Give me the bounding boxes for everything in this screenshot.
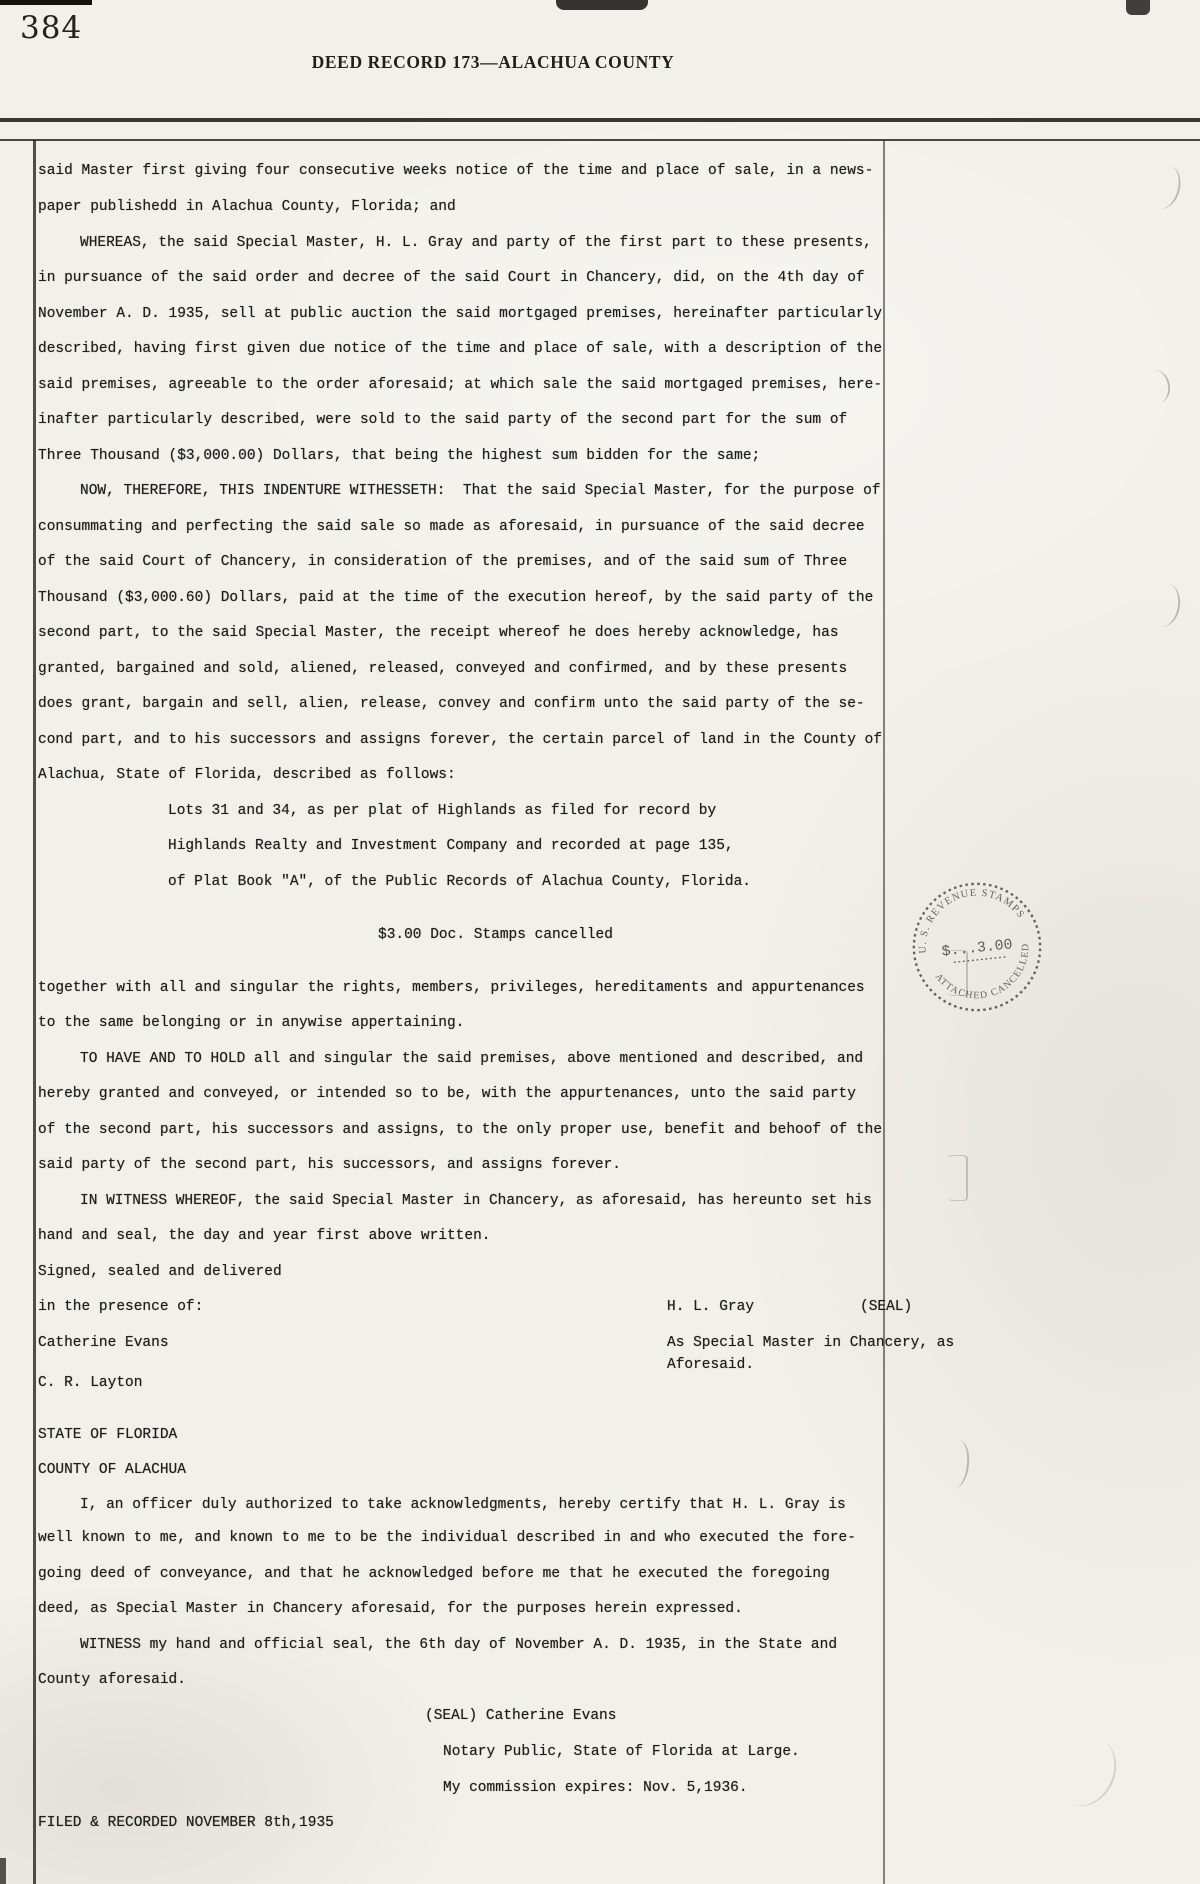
text-line: said premises, agreeable to the order aforesaid; at which sale the said mortgaged premises, here- [38,377,883,393]
text-line: said party of the second part, his successors, and assigns forever. [38,1157,621,1173]
text-line: (SEAL) Catherine Evans [425,1708,617,1724]
text-line: of the said Court of Chancery, in consideration of the premises, and of the said sum of Three [38,554,848,570]
text-line: described, having first given due notice of the time and place of sale, with a description of the [38,341,883,357]
text-line: Highlands Realty and Investment Company and recorded at page 135, [168,838,734,854]
scan-artifact [1145,162,1185,212]
scan-artifact [0,1858,6,1884]
scan-artifact [943,1439,972,1489]
text-line: WITNESS my hand and official seal, the 6th day of November A. D. 1935, in the State and [80,1637,838,1653]
text-line: FILED & RECORDED NOVEMBER 8th,1935 [38,1815,334,1831]
text-line: inafter particularly described, were sold to the said party of the second part for the sum of [38,412,848,428]
revenue-stamp [903,873,1051,1021]
text-line: granted, bargained and sold, aliened, released, conveyed and confirmed, and by these presents [38,661,848,677]
text-line: COUNTY OF ALACHUA [38,1462,186,1478]
page-number: 384 [20,10,83,46]
header-rule-bottom [0,139,1200,141]
text-line: H. L. Gray [667,1299,755,1315]
scan-artifact [1140,368,1172,406]
text-line: (SEAL) [860,1299,913,1315]
text-line: Catherine Evans [38,1335,169,1351]
text-line: As Special Master in Chancery, as [667,1335,955,1351]
scan-artifact [1043,1726,1127,1816]
header-rule-top [0,118,1200,122]
text-line: My commission expires: Nov. 5,1936. [443,1780,748,1796]
stamp-arc-bottom-text: ATTACHED CANCELLED [932,942,1032,1002]
text-line: to the same belonging or in anywise appertaining. [38,1015,465,1031]
text-line: County aforesaid. [38,1672,186,1688]
text-line: deed, as Special Master in Chancery aforesaid, for the purposes herein expressed. [38,1601,743,1617]
page-header: DEED RECORD 173—ALACHUA COUNTY [311,52,675,72]
text-line: Lots 31 and 34, as per plat of Highlands as filed for record by [168,803,717,819]
text-line: does grant, bargain and sell, alien, release, convey and confirm unto the said party of the se- [38,696,865,712]
left-margin-line [33,140,36,1884]
text-line: hereby granted and conveyed, or intended so to be, with the appurtenances, unto the said party [38,1086,856,1102]
text-line: well known to me, and known to me to be the individual described in and who executed the fore- [38,1530,856,1546]
text-line: Alachua, State of Florida, described as follows: [38,767,456,783]
text-line: Thousand ($3,000.60) Dollars, paid at the time of the execution hereof, by the said party of the [38,590,874,606]
text-line: TO HAVE AND TO HOLD all and singular the said premises, above mentioned and described, and [80,1051,864,1067]
text-line: paper publishedd in Alachua County, Florida; and [38,199,456,215]
text-line: November A. D. 1935, sell at public auction the said mortgaged premises, hereinafter particularly [38,306,883,322]
scan-artifact [1144,581,1183,630]
text-line: of Plat Book "A", of the Public Records of Alachua County, Florida. [168,874,751,890]
text-line: NOW, THEREFORE, THIS INDENTURE WITHESSETH: That the said Special Master, for the purpose of [80,483,881,499]
text-line: I, an officer duly authorized to take acknowledgments, hereby certify that H. L. Gray is [80,1497,846,1513]
text-line: in the presence of: [38,1299,204,1315]
text-line: Three Thousand ($3,000.00) Dollars, that being the highest sum bidden for the same; [38,448,761,464]
text-line: cond part, and to his successors and assigns forever, the certain parcel of land in the County of [38,732,883,748]
text-line: second part, to the said Special Master, the receipt whereof he does hereby acknowledge, has [38,625,839,641]
text-line: Aforesaid. [667,1357,755,1373]
text-line: together with all and singular the rights, members, privileges, hereditaments and appurtenances [38,980,865,996]
text-line: going deed of conveyance, and that he acknowledged before me that he executed the foregoing [38,1566,830,1582]
stamp-amount: $...3.00 [941,937,1014,961]
text-line: Signed, sealed and delivered [38,1264,282,1280]
scan-artifact [556,0,648,10]
text-line: Notary Public, State of Florida at Large. [443,1744,800,1760]
scan-artifact [948,1155,968,1201]
text-line: hand and seal, the day and year first above written. [38,1228,491,1244]
text-line: said Master first giving four consecutive weeks notice of the time and place of sale, in a news- [38,163,874,179]
text-line: in pursuance of the said order and decree of the said Court in Chancery, did, on the 4th day of [38,270,865,286]
text-line: IN WITNESS WHEREOF, the said Special Master in Chancery, as aforesaid, has hereunto set his [80,1193,872,1209]
text-line: C. R. Layton [38,1375,143,1391]
scan-artifact [0,0,92,5]
text-line: of the second part, his successors and assigns, to the only proper use, benefit and behoof of the [38,1122,883,1138]
text-line: $3.00 Doc. Stamps cancelled [378,927,613,943]
scan-artifact [1126,0,1150,15]
text-line: consummating and perfecting the said sale so made as aforesaid, in pursuance of the said decree [38,519,865,535]
text-line: WHEREAS, the said Special Master, H. L. Gray and party of the first part to these presents, [80,235,872,251]
stamp-arc-top-text: U. S. REVENUE STAMPS [917,887,1027,954]
text-line: STATE OF FLORIDA [38,1427,178,1443]
right-margin-line [883,140,885,1884]
